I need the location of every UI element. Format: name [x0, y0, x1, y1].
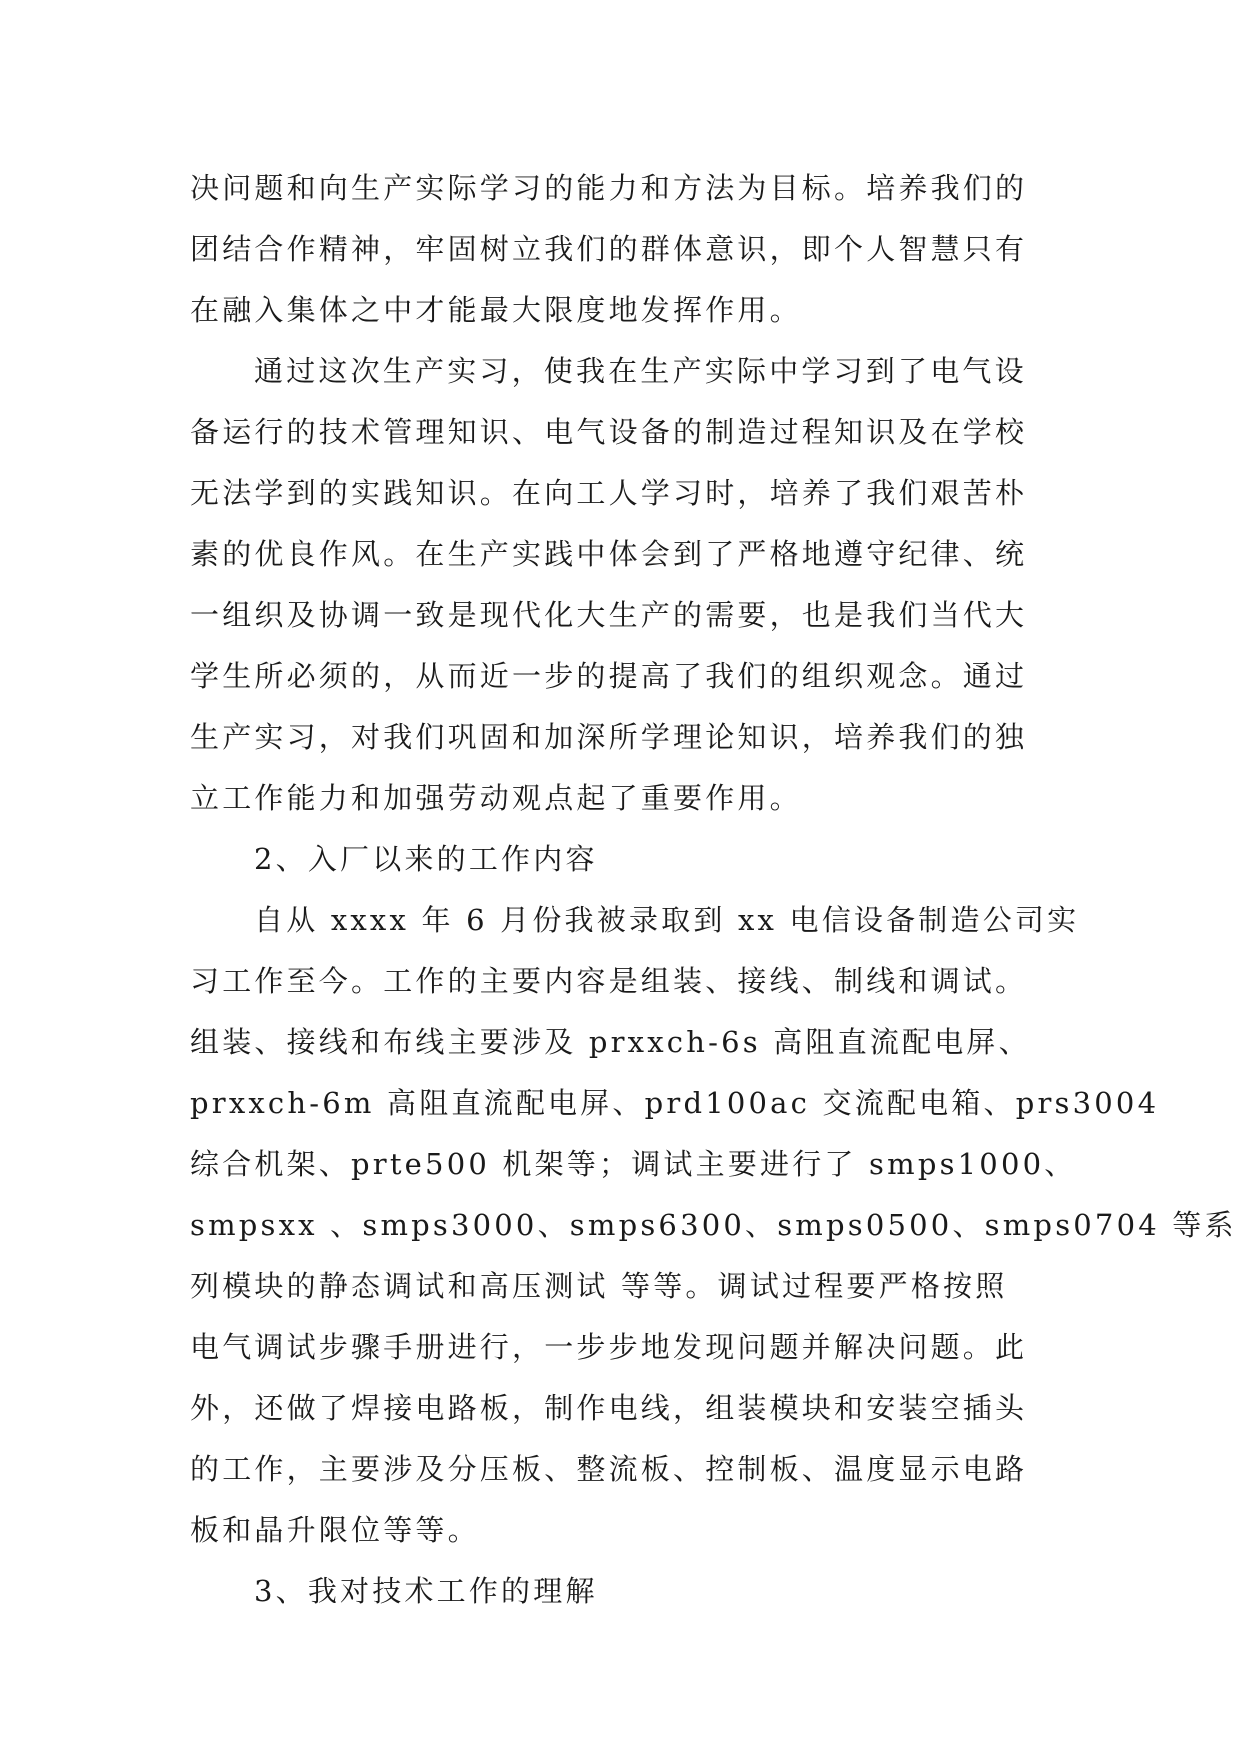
section-heading-2: 2、入厂以来的工作内容	[254, 842, 598, 876]
text-line: 外，还做了焊接电路板，制作电线，组装模块和安装空插头	[190, 1391, 1028, 1425]
text-line: 无法学到的实践知识。在向工人学习时，培养了我们艰苦朴	[190, 476, 1028, 510]
paragraph-2	[190, 341, 1052, 829]
text-line: 生产实习，对我们巩固和加深所学理论知识，培养我们的独	[190, 720, 1028, 754]
text-line: 电气调试步骤手册进行，一步步地发现问题并解决问题。此	[190, 1330, 1028, 1364]
text-line: 组装、接线和布线主要涉及 prxxch-6s 高阻直流配电屏、	[190, 1025, 1031, 1059]
document-body	[190, 158, 1237, 1622]
text-line: 列模块的静态调试和高压测试 等等。调试过程要严格按照	[190, 1269, 1008, 1303]
text-line: 学生所必须的，从而近一步的提高了我们的组织观念。通过	[190, 659, 1028, 693]
text-line: 决问题和向生产实际学习的能力和方法为目标。培养我们的	[190, 171, 1028, 205]
text-line: 习工作至今。工作的主要内容是组装、接线、制线和调试。	[190, 964, 1028, 998]
text-line: 自从 xxxx 年 6 月份我被录取到 xx 电信设备制造公司实	[254, 903, 1080, 937]
text-line: 通过这次生产实习，使我在生产实际中学习到了电气设	[254, 354, 1027, 388]
text-line: 的工作，主要涉及分压板、整流板、控制板、温度显示电路	[190, 1452, 1028, 1486]
text-line: 素的优良作风。在生产实践中体会到了严格地遵守纪律、统	[190, 537, 1028, 571]
text-line: 一组织及协调一致是现代化大生产的需要，也是我们当代大	[190, 598, 1028, 632]
text-line: prxxch-6m 高阻直流配电屏、prd100ac 交流配电箱、prs3004	[190, 1086, 1160, 1120]
text-line: 团结合作精神，牢固树立我们的群体意识，即个人智慧只有	[190, 232, 1028, 266]
text-line: smpsxx 、smps3000、smps6300、smps0500、smps0704 等系	[190, 1208, 1237, 1242]
text-line: 在融入集体之中才能最大限度地发挥作用。	[190, 293, 802, 327]
text-line: 板和晶升限位等等。	[190, 1513, 480, 1547]
text-line: 立工作能力和加强劳动观点起了重要作用。	[190, 781, 802, 815]
text-line: 综合机架、prte500 机架等；调试主要进行了 smps1000、	[190, 1147, 1077, 1181]
paragraph-3	[190, 890, 1237, 1561]
paragraph-1	[190, 158, 1052, 341]
text-line: 备运行的技术管理知识、电气设备的制造过程知识及在学校	[190, 415, 1028, 449]
section-heading-3: 3、我对技术工作的理解	[254, 1574, 598, 1608]
